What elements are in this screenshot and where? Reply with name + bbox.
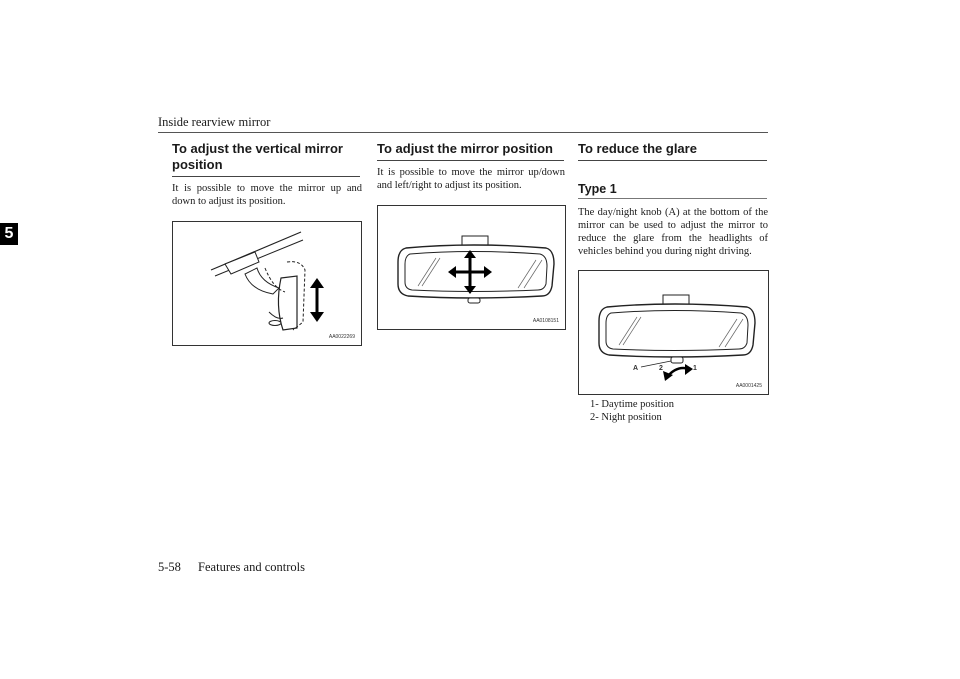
header-rule bbox=[158, 132, 768, 133]
page-footer bbox=[158, 560, 305, 575]
mirror-glare-illustration bbox=[579, 271, 768, 394]
figure-code-vertical: AA0022269 bbox=[328, 334, 355, 340]
caption-night: 2- Night position bbox=[590, 412, 662, 423]
figure-code-position: AA0108151 bbox=[532, 318, 559, 324]
caption-daytime: 1- Daytime position bbox=[590, 399, 674, 410]
mirror-vertical-illustration bbox=[173, 222, 361, 345]
running-title: Inside rearview mirror bbox=[158, 115, 271, 129]
body-text-glare: The day/night knob (A) at the bottom of the mirror can be used to adjust the mirror to reduce the glare from the headlights of vehicles behind you during night driving. bbox=[578, 207, 768, 257]
subheading-type-1: Type 1 bbox=[578, 182, 767, 199]
figure-vertical-adjust bbox=[172, 221, 362, 346]
page-number: 5-58 bbox=[158, 560, 181, 574]
figure-glare-knob bbox=[578, 270, 769, 395]
section-heading-vertical: To adjust the vertical mirror position bbox=[172, 141, 360, 177]
chapter-tab: 5 bbox=[0, 223, 18, 245]
daytime-position-label: 1 bbox=[693, 365, 697, 372]
section-heading-glare: To reduce the glare bbox=[578, 141, 767, 161]
night-position-label: 2 bbox=[659, 365, 663, 372]
figure-code-glare: AA0001425 bbox=[735, 383, 762, 389]
section-heading-position: To adjust the mirror position bbox=[377, 141, 564, 161]
figure-position-adjust bbox=[377, 205, 566, 330]
body-text-vertical: It is possible to move the mirror up and down to adjust its position. bbox=[172, 183, 362, 207]
footer-section-title: Features and controls bbox=[198, 560, 305, 574]
mirror-position-illustration bbox=[378, 206, 565, 329]
knob-label-a: A bbox=[633, 365, 639, 372]
body-text-position: It is possible to move the mirror up/down and left/right to adjust its position. bbox=[377, 167, 565, 191]
